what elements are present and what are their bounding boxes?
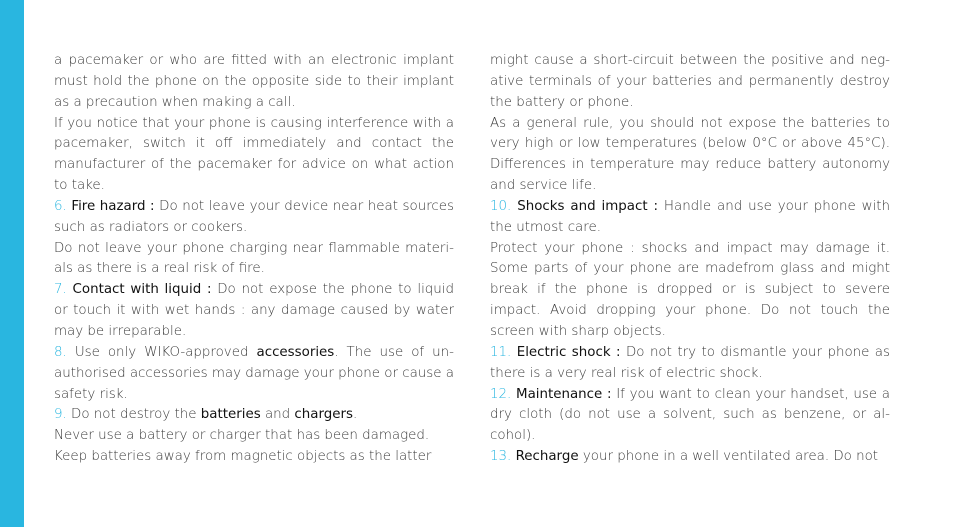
- item-text: Do not leave your device near heat sources such as radiators or cookers.: [54, 198, 454, 235]
- item-text: Do not try to dismantle your phone as there is a very real risk of electric shock.: [490, 344, 890, 381]
- item-maintenance: [490, 385, 890, 448]
- item-shocks-impact: [490, 197, 890, 239]
- item-contact-with-liquid: [54, 280, 454, 343]
- item-text: . The use of unauthorised accessories may damage your phone or cause a safety risk.: [54, 344, 454, 402]
- item-accessories: [54, 343, 454, 406]
- item-number: 11.: [490, 344, 512, 360]
- item-number: 13.: [490, 449, 512, 465]
- paragraph: might cause a short-circuit between the positive and negative terminals of your batteries and permanently destroy the battery or phone.: [490, 53, 890, 110]
- item-keyword: accessories: [256, 344, 335, 360]
- item-text: Handle and use your phone with the utmost care.: [490, 198, 890, 235]
- item-electric-shock: [490, 343, 890, 385]
- right-column: [490, 51, 890, 468]
- item-number: 7.: [54, 282, 67, 298]
- paragraph: Never use a battery or charger that has been damaged.: [54, 428, 430, 444]
- item-recharge: [490, 447, 890, 468]
- item-title: Shocks and impact :: [517, 198, 658, 214]
- paragraph: As a general rule, you should not expose the batteries to very high or low temperatures (below 0°C or above 45°C). Differences in temperature may reduce battery autonomy and service life.: [490, 115, 890, 194]
- paragraph: Keep batteries away from magnetic objects as the latter: [54, 449, 432, 465]
- item-fire-hazard: [54, 197, 454, 239]
- item-title: Maintenance :: [516, 386, 612, 402]
- item-title: Contact with liquid :: [72, 282, 212, 298]
- item-text: If you want to clean your handset, use a dry cloth (do not use a solvent, such as benzene, or alcohol).: [490, 386, 890, 444]
- item-text: and: [264, 407, 291, 423]
- item-keyword: chargers: [294, 407, 353, 423]
- item-title: Recharge: [515, 449, 579, 465]
- side-accent-bar: [0, 0, 24, 527]
- item-text: your phone in a well ventilated area. Do not: [582, 449, 879, 465]
- item-number: 12.: [490, 386, 512, 402]
- left-column: [54, 51, 454, 468]
- item-batteries-chargers: [54, 405, 454, 426]
- item-text: .: [352, 407, 358, 423]
- item-text: Use only WIKO-approved: [74, 344, 249, 360]
- paragraph: If you notice that your phone is causing interference with a pacemaker, switch it off immediately and contact the manufacturer of the pacemaker for advice on what action to take.: [54, 115, 454, 194]
- item-text: Do not destroy the: [71, 407, 197, 423]
- paragraph: a pacemaker or who are fitted with an electronic implant must hold the phone on the opposite side to their implant as a precaution when making a call.: [54, 53, 454, 110]
- paragraph: Do not leave your phone charging near flammable materials as there is a real risk of fire.: [54, 240, 454, 277]
- item-text: Do not expose the phone to liquid or touch it with wet hands : any damage caused by water may be irreparable.: [54, 282, 455, 339]
- item-title: Electric shock :: [516, 344, 621, 360]
- item-number: 9.: [54, 407, 67, 423]
- item-number: 10.: [490, 198, 512, 214]
- item-title: Fire hazard :: [71, 198, 155, 214]
- item-number: 6.: [54, 198, 67, 214]
- item-number: 8.: [54, 344, 67, 360]
- paragraph: Protect your phone : shocks and impact may damage it. Some parts of your phone are madefrom glass and might break if the phone is dropped or is subject to severe impact. Avoid dropping your phone. Do not touch the screen with sharp objects.: [490, 240, 890, 339]
- item-keyword: batteries: [200, 407, 261, 423]
